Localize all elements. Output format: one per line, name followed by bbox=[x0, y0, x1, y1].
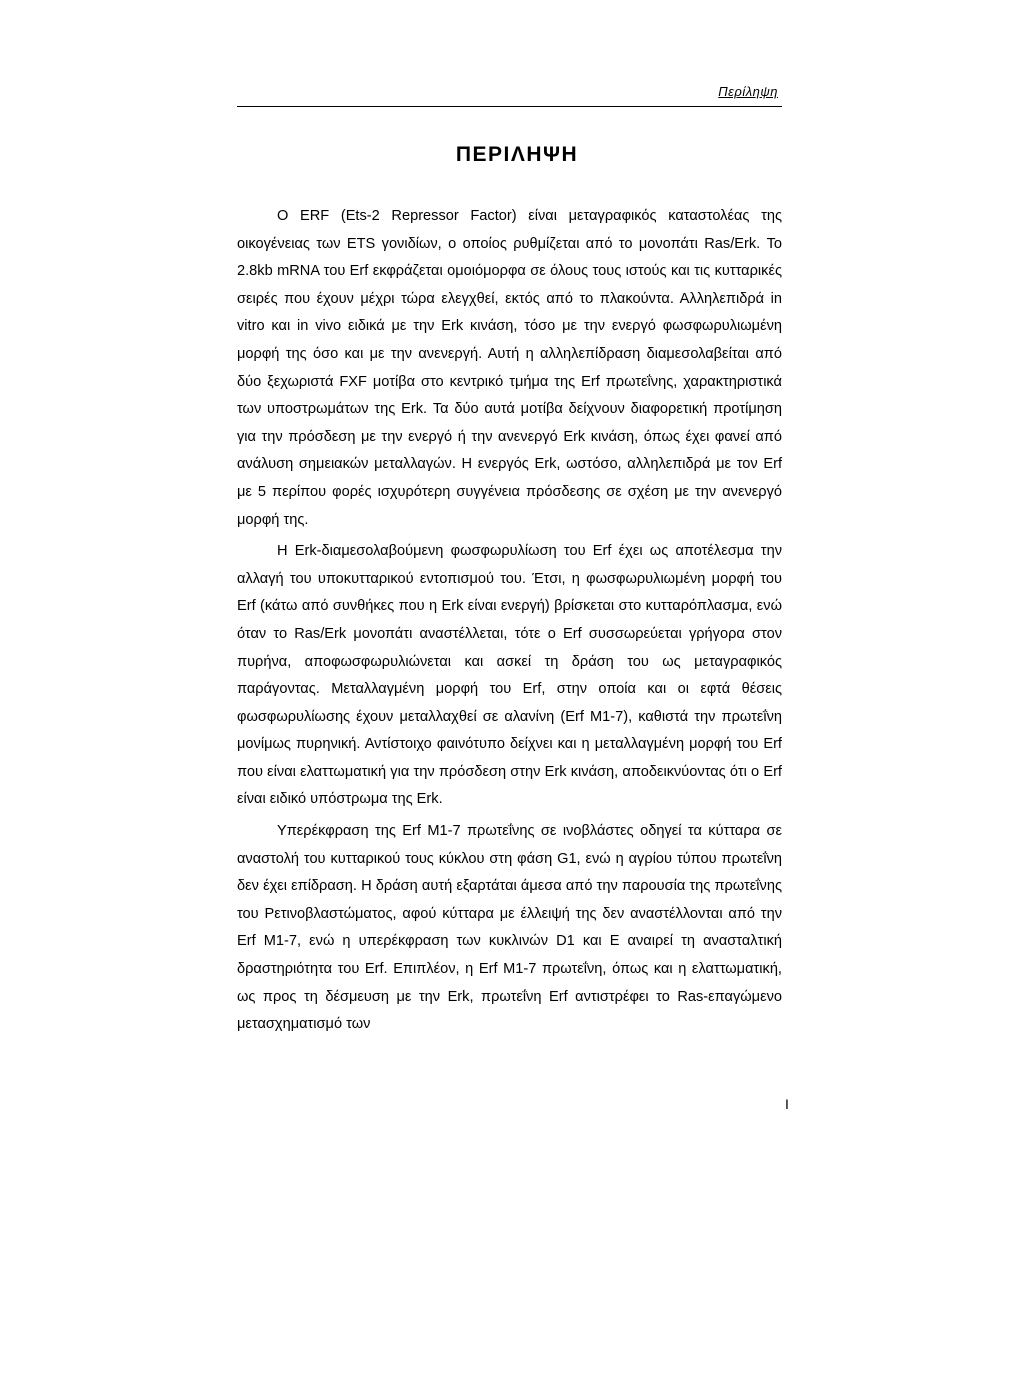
header-rule bbox=[237, 106, 782, 107]
page-number: I bbox=[785, 1096, 789, 1112]
page-title: ΠΕΡΙΛΗΨΗ bbox=[455, 143, 579, 166]
paragraph-3: Υπερέκφραση της Erf M1-7 πρωτεΐνης σε ινοβλάστες οδηγεί τα κύτταρα σε αναστολή του κυτταρικού τους κύκλου στη φάση G1, ενώ η αγρίου τύπου πρωτεΐνη δεν έχει επίδραση. Η δράση αυτή εξαρτάται άμεσα από την παρουσία της πρωτεΐνης του Ρετινοβλαστώματος, αφού κύτταρα με έλλειψή της δεν αναστέλλονται από την Erf M1-7, ενώ η υπερέκφραση των κυκλινών D1 και E αναιρεί τη ανασταλτική δραστηριότητα του Erf. Επιπλέον, η Erf M1-7 πρωτεΐνη, όπως και η ελαττωματική, ως προς τη δέσμευση με την Erk, πρωτεΐνη Erf αντιστρέφει το Ras-επαγώμενο μετασχηματισμό των bbox=[237, 823, 782, 1033]
paragraph-1: Ο ERF (Ets-2 Repressor Factor) είναι μεταγραφικός καταστολέας της οικογένειας των ETS γονιδίων, ο οποίος ρυθμίζεται από το μονοπάτι Ras/Erk. Το 2.8kb mRNA του Erf εκφράζεται ομοιόμορφα σε όλους τους ιστούς και τις κυτταρικές σειρές που έχουν μέχρι τώρα ελεγχθεί, εκτός από το πλακούντα. Αλληλεπιδρά in vitro και in vivo ειδικά με την Erk κινάση, τόσο με την ενεργό φωσφωρυλιωμένη μορφή της όσο και με την ανενεργή. Αυτή η αλληλεπίδραση διαμεσολαβείται από δύο ξεχωριστά FXF μοτίβα στο κεντρικό τμήμα της Erf πρωτεΐνης, χαρακτηριστικά των υποστρωμάτων της Erk. Τα δύο αυτά μοτίβα δείχνουν διαφορετική προτίμηση για την πρόσδεση με την ενεργό ή την ανενεργό Erk κινάση, όπως έχει φανεί από ανάλυση σημειακών μεταλλαγών. Η ενεργός Erk, ωστόσο, αλληλεπιδρά με τον Erf με 5 περίπου φορές ισχυρότερη συγγένεια πρόσδεσης σε σχέση με την ανενεργό μορφή της. bbox=[237, 208, 782, 528]
abstract-body bbox=[237, 203, 782, 1039]
running-header: Περίληψη bbox=[718, 84, 778, 99]
paragraph-2: Η Erk-διαμεσολαβούμενη φωσφωρυλίωση του Erf έχει ως αποτέλεσμα την αλλαγή του υποκυτταρικού εντοπισμού του. Έτσι, η φωσφωρυλιωμένη μορφή του Erf (κάτω από συνθήκες που η Erk είναι ενεργή) βρίσκεται στο κυτταρόπλασμα, ενώ όταν το Ras/Erk μονοπάτι αναστέλλεται, τότε ο Erf συσσωρεύεται γρήγορα στον πυρήνα, αποφωσφωρυλιώνεται και ασκεί τη δράση του ως μεταγραφικός παράγοντας. Μεταλλαγμένη μορφή του Erf, στην οποία και οι εφτά θέσεις φωσφωρυλίωσης έχουν μεταλλαχθεί σε αλανίνη (Erf M1-7), καθιστά την πρωτεΐνη μονίμως πυρηνική. Αντίστοιχο φαινότυπο δείχνει και η μεταλλαγμένη μορφή του Erf που είναι ελαττωματική για την πρόσδεση στην Erk κινάση, αποδεικνύοντας ότι ο Erf είναι ειδικό υπόστρωμα της Erk. bbox=[237, 543, 782, 808]
scan-corner-mark bbox=[84, 1376, 124, 1379]
